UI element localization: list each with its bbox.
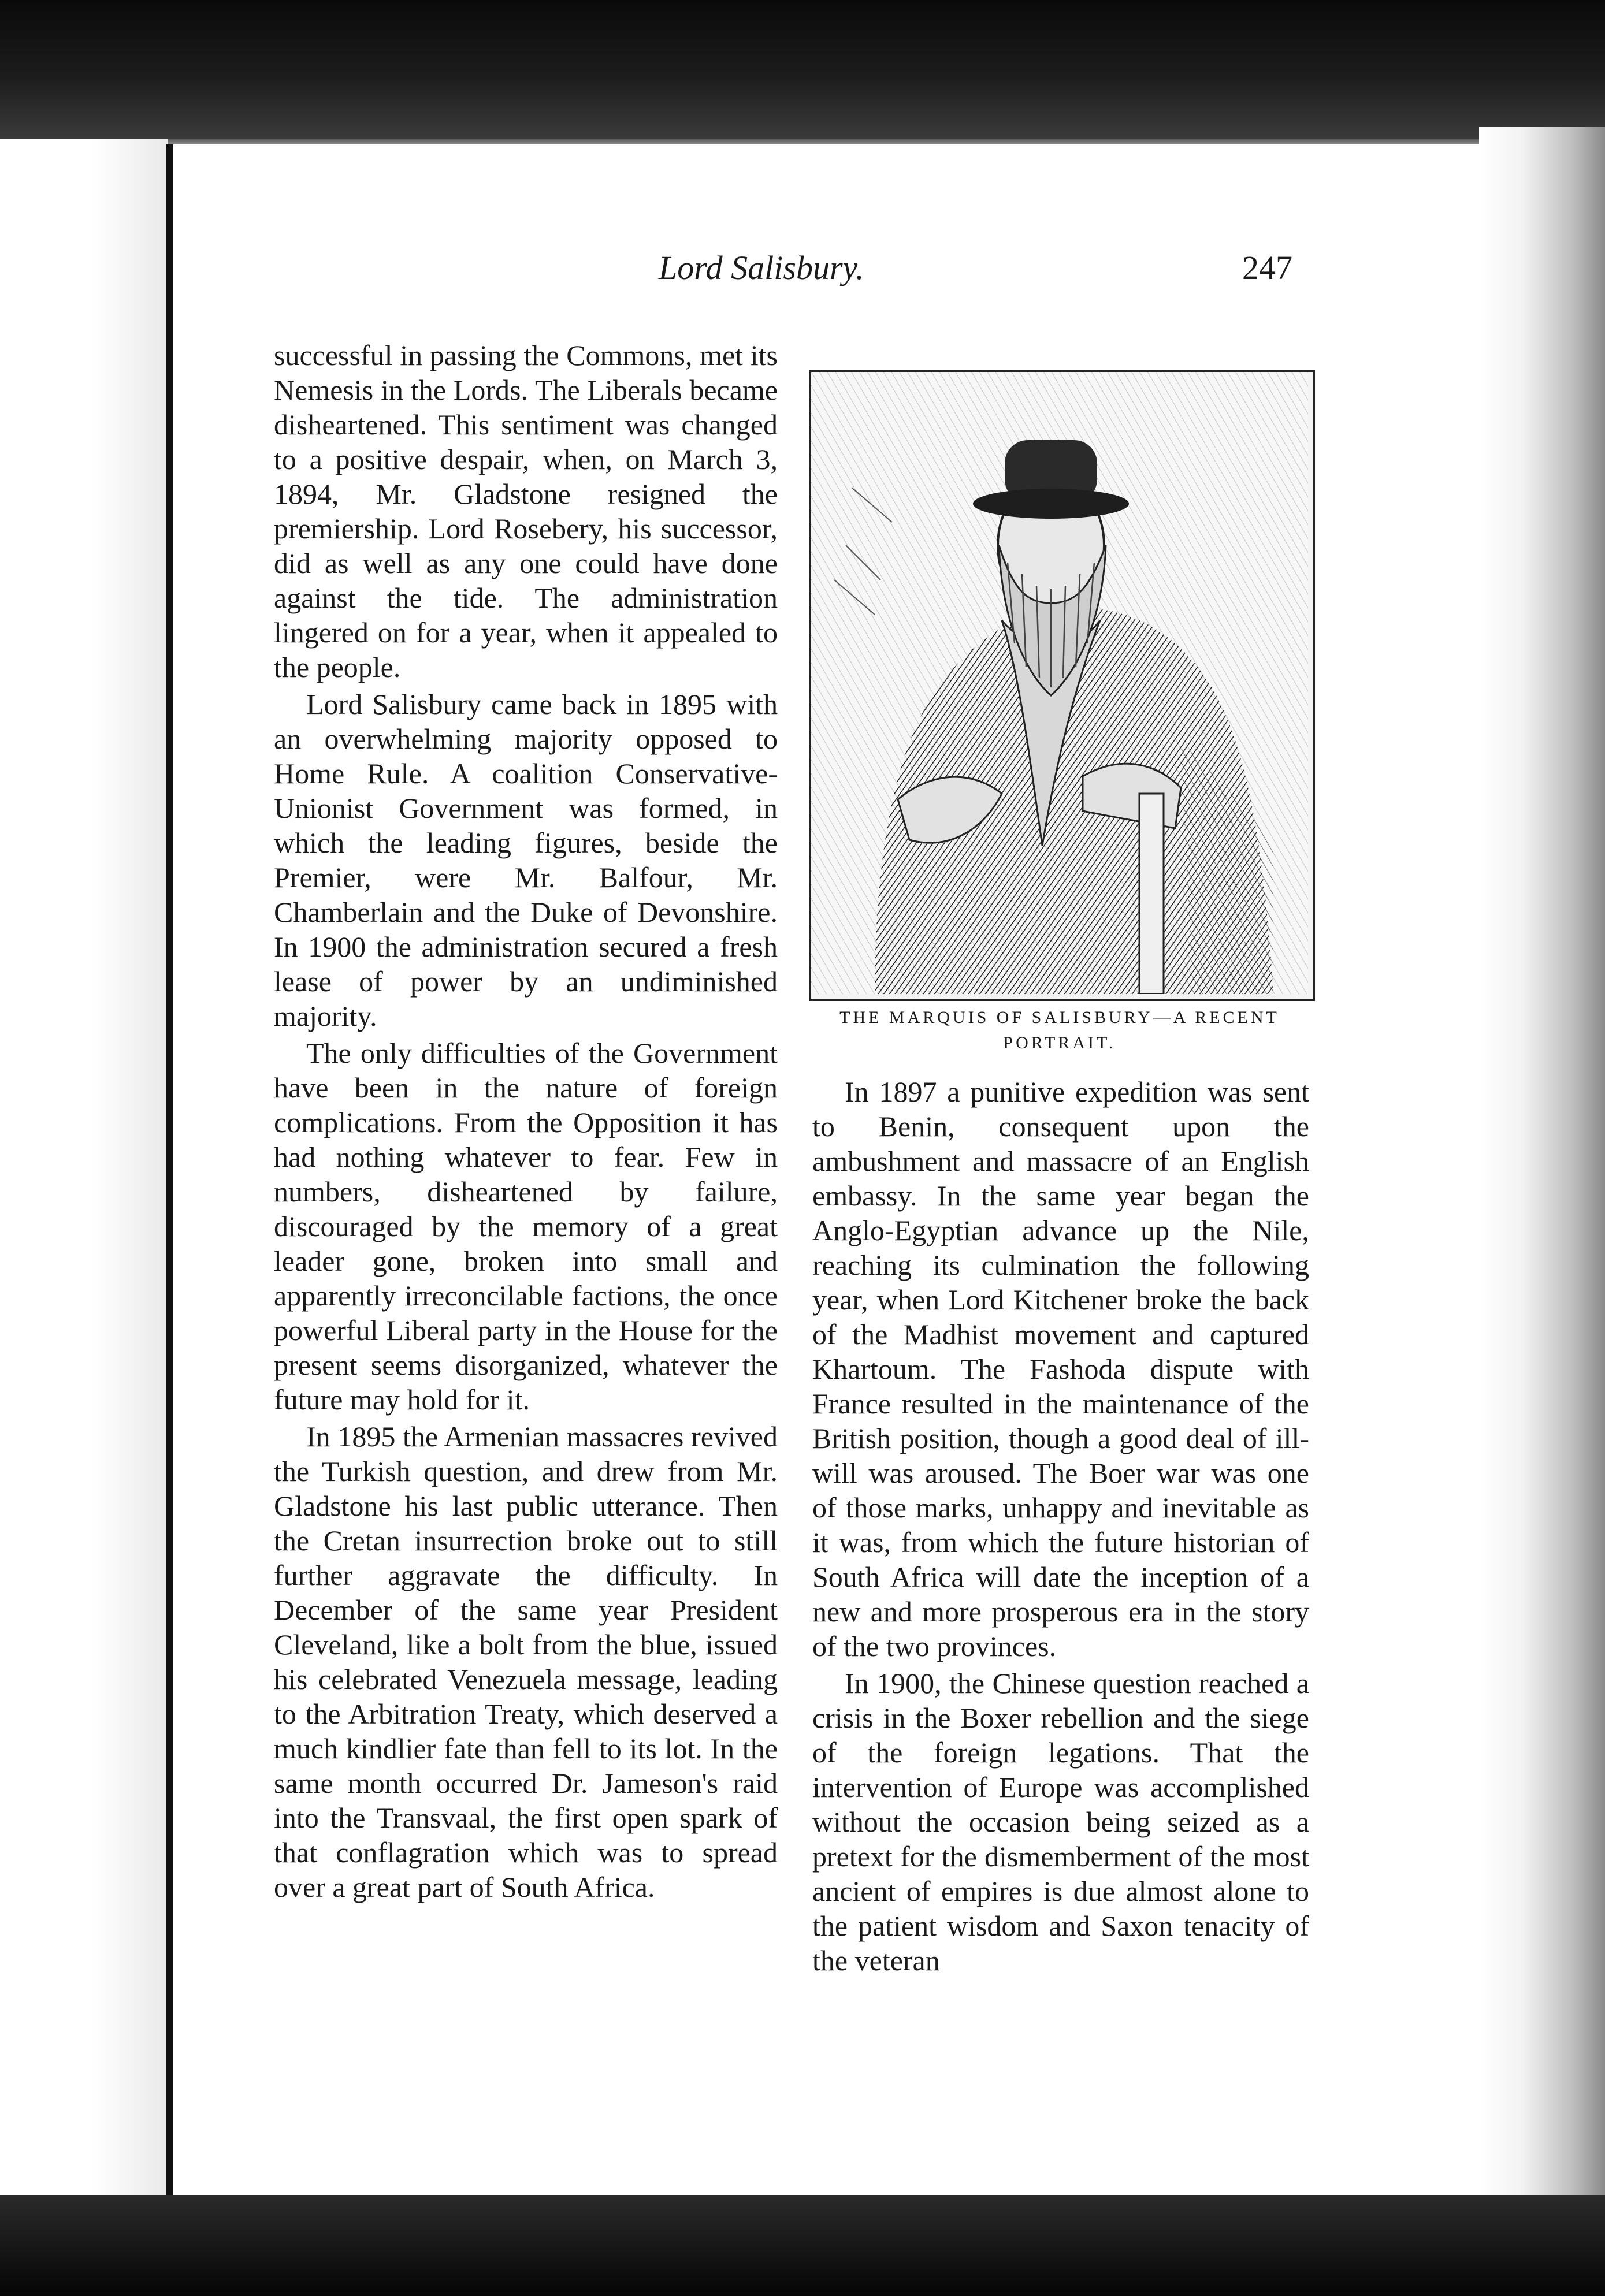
page-number: 247 bbox=[1242, 249, 1292, 286]
paragraph: The only difficulties of the Government have been in the nature of foreign complications. From the Opposition it has had nothing whatever to fear. Few in numbers, disheartened by failure, discouraged by the memory of a great leader gone, broken into small and apparently irreconcilable factions, the once powerful Liberal party in the House for the present seems disorganized, whatever the future may hold for it. bbox=[274, 1037, 778, 1416]
page-edge-left bbox=[166, 144, 173, 2201]
paragraph: Lord Salisbury came back in 1895 with an overwhelming majority opposed to Home Rule. A coalition Conservative-Unionist Government was formed, in which the leading figures, beside the Premier, were Mr. Balfour, Mr. Chamberlain and the Duke of Devonshire. In 1900 the administration secured a fresh lease of power by an undiminished majority. bbox=[274, 688, 778, 1032]
text-column-left bbox=[274, 338, 778, 1904]
figure-caption: THE MARQUIS OF SALISBURY—A RECENT PORTRAIT. bbox=[839, 1008, 1280, 1052]
paragraph: In 1895 the Armenian massacres revived the Turkish question, and drew from Mr. Gladstone his last public utterance. Then the Cretan insurrection broke out to still further aggravate the difficulty. In December of the same year President Cleveland, like a bolt from the blue, issued his celebrated Venezuela message, leading to the Arbitration Treaty, which deserved a much kindlier fate than fell to its lot. In the same month occurred Dr. Jameson's raid into the Transvaal, the first open spark of that conflagration which was to spread over a great part of South Africa. bbox=[274, 1420, 778, 1903]
running-title: Lord Salisbury. bbox=[659, 249, 864, 286]
paragraph: successful in passing the Commons, met its Nemesis in the Lords. The Liberals became disheartened. This sentiment was changed to a positive despair, when, on March 3, 1894, Mr. Gladstone resigned the premiership. Lord Rosebery, his successor, did as well as any one could have done against the tide. The administration lingered on for a year, when it appealed to the people. bbox=[274, 339, 778, 683]
scan-border-bottom bbox=[0, 2195, 1605, 2296]
paragraph: In 1900, the Chinese question reached a crisis in the Boxer rebellion and the siege of the foreign legations. That the intervention of Europe was accomplished without the occasion being seized as a pretext for the dismemberment of the most ancient of empires is due almost alone to the patient wisdom and Saxon tenacity of the veteran bbox=[812, 1667, 1309, 1977]
paragraph: In 1897 a punitive expedition was sent to Benin, consequent upon the ambushment and massacre of an English embassy. In the same year began the Anglo-Egyptian advance up the Nile, reaching its culmination the following year, when Lord Kitchener broke the back of the Madhist movement and captured Khartoum. The Fashoda dispute with France resulted in the maintenance of the British position, though a good deal of ill-will was aroused. The Boer war was one of those marks, unhappy and inevitable as it was, from which the future historian of South Africa will date the inception of a new and more prosperous era in the story of the two provinces. bbox=[812, 1076, 1309, 1662]
scan-margin-right bbox=[1479, 127, 1605, 2206]
scan-margin-left bbox=[0, 139, 168, 2195]
text-column-right bbox=[812, 1074, 1309, 1978]
portrait-illustration bbox=[809, 370, 1315, 1001]
scan-border-top bbox=[0, 0, 1605, 139]
portrait-engraving bbox=[811, 372, 1308, 994]
